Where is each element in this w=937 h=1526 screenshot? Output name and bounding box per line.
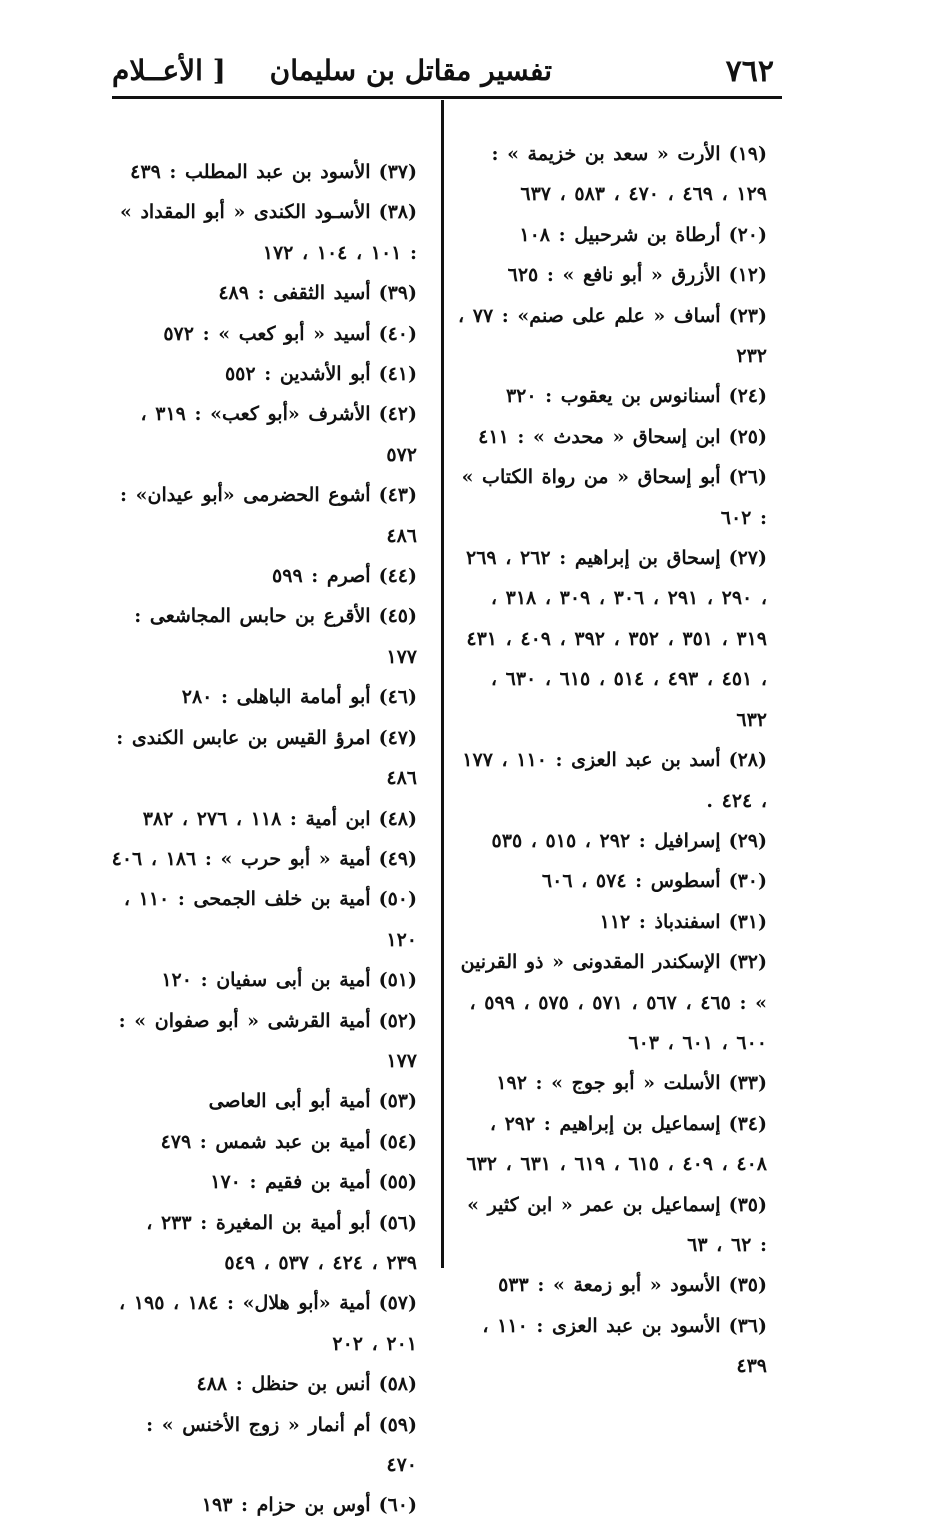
- entry-number: (٥٨): [378, 1373, 417, 1396]
- entry-number: (٥٣): [378, 1090, 417, 1113]
- entry-number: (٤٤): [378, 565, 417, 588]
- entry-number: (٤٦): [378, 686, 417, 709]
- index-entry: [108, 677, 417, 717]
- entry-text: أسطوس : ٥٧٤ ، ٦٠٦: [541, 870, 721, 893]
- entry-number: (٥٩): [378, 1413, 417, 1436]
- entry-text: أمية بن فقيم : ١٧٠: [210, 1171, 371, 1194]
- entry-number: (٢٧): [728, 547, 767, 570]
- entry-number: (٢٥): [728, 425, 767, 448]
- entry-text: أساف « علم على صنم» : ٧٧ ، ٢٣٢: [458, 304, 767, 368]
- entry-text: أصرم : ٥٩٩: [272, 565, 371, 588]
- entry-text: أسنانوس بن يعقوب : ٣٢٠: [505, 385, 721, 408]
- index-entry: [455, 1185, 767, 1266]
- index-entry: [108, 475, 417, 556]
- entry-text: أم أنمار « زوج الأخنس » : ٤٧٠: [146, 1413, 417, 1476]
- index-entry: [455, 942, 767, 1063]
- index-entry: [108, 192, 417, 273]
- entry-text: إسرافيل : ٢٩٢ ، ٥١٥ ، ٥٣٥: [491, 829, 721, 852]
- entry-text: الأرت « سعد بن خزيمة » : ١٢٩ ، ٤٦٩ ، ٤٧٠ ، ٥٨٣ ، ٦٣٧: [491, 143, 767, 206]
- entry-text: الأسود بن عبد العزى : ١١٠ ، ٤٣٩: [482, 1314, 767, 1378]
- index-entry: [108, 839, 417, 879]
- right-column: [455, 134, 767, 1387]
- index-entry: [108, 556, 417, 596]
- entry-number: (٢٠): [728, 223, 767, 246]
- index-entry: [108, 1081, 417, 1121]
- entry-text: الأسود « أبو زمعة » : ٥٣٣: [498, 1274, 721, 1297]
- entry-text: ابن إسحاق « محدث » : ٤١١: [478, 425, 721, 448]
- entry-number: (٣٢): [728, 951, 767, 974]
- index-entry: [455, 1104, 767, 1185]
- entry-number: (٣٤): [728, 1112, 767, 1135]
- entry-number: (٢٦): [728, 466, 767, 489]
- index-entry: [108, 1162, 417, 1202]
- entry-text: أبو أمامة الباهلى : ٢٨٠: [181, 686, 371, 709]
- index-entry: [455, 417, 767, 457]
- index-entry: [108, 394, 417, 475]
- entry-text: ابن أمية : ١١٨ ، ٢٧٦ ، ٣٨٢: [142, 807, 371, 830]
- index-entry: [108, 354, 417, 394]
- entry-text: أبو الأشدين : ٥٥٢: [224, 363, 371, 386]
- entry-number: (٥٤): [378, 1130, 417, 1153]
- index-entry: [108, 1485, 417, 1525]
- index-entry: [455, 255, 767, 295]
- entry-number: (٥٢): [378, 1009, 417, 1032]
- entry-text: أمية «أبو هلال» : ١٨٤ ، ١٩٥ ، ٢٠١ ، ٢٠٢: [119, 1292, 417, 1355]
- entry-text: أشوع الحضرمى «أبو عيدان» : ٤٨٦: [120, 484, 417, 547]
- index-entry: [455, 296, 767, 377]
- entry-text: الأزرق « أبو نافع » : ٦٢٥: [507, 264, 721, 287]
- index-entry: [455, 215, 767, 255]
- entry-number: (٤٨): [378, 807, 417, 830]
- entry-number: (٢٩): [728, 829, 767, 852]
- entry-text: أسيد « أبو كعب » : ٥٧٢: [163, 322, 371, 345]
- entry-number: (٥٠): [378, 888, 417, 911]
- entry-text: أوس بن حزام : ١٩٣: [201, 1494, 371, 1517]
- page-number: ٧٦٢: [725, 54, 774, 89]
- entry-number: (٤٣): [378, 484, 417, 507]
- entry-text: أمية بن أبى سفيان : ١٢٠: [161, 969, 371, 992]
- column-divider: [441, 100, 444, 1268]
- index-entry: [108, 879, 417, 960]
- index-entry: [108, 152, 417, 192]
- entry-number: (٣٧): [378, 161, 417, 183]
- index-entry: [108, 314, 417, 354]
- index-entry: [108, 1364, 417, 1404]
- book-title: تفسير مقاتل بن سليمان: [269, 54, 552, 87]
- index-entry: [108, 1283, 417, 1364]
- left-column: [108, 152, 417, 1526]
- index-entry: [455, 902, 767, 942]
- entry-text: الأسـود الكندى « أبو المقداد » : ١٠١ ، ١٠٤ ، ١٧٢: [119, 201, 417, 264]
- entry-text: الأسود بن عبد المطلب : ٤٣٩: [130, 161, 371, 183]
- entry-number: (٣٨): [378, 201, 417, 224]
- index-entry: [455, 821, 767, 861]
- entry-text: أمية القرشى « أبو صفوان » : ١٧٧: [118, 1009, 417, 1072]
- entry-number: (٣٥): [728, 1193, 767, 1216]
- index-entry: [108, 1203, 417, 1284]
- entry-text: الأقرع بن حابس المجاشعى : ١٧٧: [134, 605, 417, 668]
- entry-text: أسد بن عبد العزى : ١١٠ ، ١٧٧ ، ٤٢٤ .: [462, 749, 767, 812]
- index-entry: [455, 457, 767, 538]
- index-entry: [455, 134, 767, 215]
- entry-number: (٤٧): [378, 726, 417, 749]
- index-entry: [108, 596, 417, 677]
- entry-number: (١٩): [728, 143, 767, 165]
- header-rule: [112, 96, 782, 99]
- entry-number: (١٢): [728, 264, 767, 287]
- entry-number: (٢٨): [728, 749, 767, 772]
- entry-number: (٣١): [728, 910, 767, 933]
- index-entry: [455, 1306, 767, 1387]
- page-header: [112, 48, 782, 100]
- index-entry: [455, 538, 767, 740]
- index-entry: [108, 799, 417, 839]
- entry-number: (٤٢): [378, 403, 417, 426]
- index-entry: [108, 273, 417, 313]
- index-entry: [108, 1405, 417, 1486]
- entry-text: أرطاة بن شرحبيل : ١٠٨: [519, 223, 721, 246]
- entry-text: أبو إسحاق « من رواة الكتاب » : ٦٠٢: [461, 466, 767, 529]
- entry-number: (٢٣): [728, 304, 767, 327]
- index-entry: [108, 718, 417, 799]
- entry-number: (٥١): [378, 969, 417, 992]
- entry-text: اسفندباذ : ١١٢: [599, 910, 721, 933]
- index-entry: [108, 1001, 417, 1082]
- entry-text: الأشرف «أبو كعب» : ٣١٩ ، ٥٧٢: [140, 403, 417, 466]
- entry-number: (٣٣): [728, 1072, 767, 1095]
- entry-number: (٣٥): [728, 1274, 767, 1297]
- entry-text: إسماعيل بن إبراهيم : ٢٩٢ ، ٤٠٨ ، ٤٠٩ ، ٦١٥ ، ٦١٩ ، ٦٣١ ، ٦٣٢: [466, 1112, 767, 1176]
- entry-text: أمية بن عبد شمس : ٤٧٩: [160, 1130, 371, 1153]
- entry-text: أمية بن خلف الجمحى : ١١٠ ، ١٢٠: [123, 888, 417, 951]
- index-entry: [455, 861, 767, 901]
- entry-number: (٤٥): [378, 605, 417, 628]
- entry-text: أنس بن حنظل : ٤٨٨: [196, 1373, 371, 1396]
- entry-number: (٥٦): [378, 1211, 417, 1234]
- index-entry: [455, 376, 767, 416]
- entry-text: أمية أبو أبى العاصى: [208, 1090, 371, 1113]
- entry-number: (٤١): [378, 363, 417, 386]
- entry-text: أمية « أبو حرب » : ١٨٦ ، ٤٠٦: [111, 847, 371, 870]
- entry-number: (٤٩): [378, 847, 417, 870]
- entry-number: (٤٠): [378, 322, 417, 345]
- entry-number: (٣٦): [728, 1314, 767, 1337]
- entry-text: الأسلت « أبو جوج » : ١٩٢: [496, 1072, 721, 1095]
- entry-text: أبو أمية بن المغيرة : ٢٣٣ ، ٢٣٩ ، ٤٢٤ ، ٥٣٧ ، ٥٤٩: [146, 1211, 417, 1274]
- index-entry: [455, 1063, 767, 1103]
- entry-text: إسماعيل بن عمر « ابن كثير » : ٦٢ ، ٦٣: [467, 1193, 767, 1256]
- entry-number: (٥٥): [378, 1171, 417, 1194]
- entry-number: (٣٩): [378, 282, 417, 305]
- index-entry: [108, 960, 417, 1000]
- index-entry: [455, 740, 767, 821]
- entry-text: امرؤ القيس بن عابس الكندى : ٤٨٦: [116, 726, 417, 790]
- entry-text: الإسكندر المقدونى « ذو القرنين » : ٤٦٥ ، ٥٦٧ ، ٥٧١ ، ٥٧٥ ، ٥٩٩ ، ٦٠٠ ، ٦٠١ ، ٦٠٣: [460, 951, 767, 1054]
- entry-number: (٣٠): [728, 870, 767, 893]
- entry-number: (٥٧): [378, 1292, 417, 1315]
- entry-number: (٦٠): [378, 1494, 417, 1517]
- index-entry: [108, 1122, 417, 1162]
- entry-number: (٢٤): [728, 385, 767, 408]
- section-title: [ الأعــلام: [112, 54, 226, 87]
- entry-text: إسحاق بن إبراهيم : ٢٦٢ ، ٢٦٩ ، ٢٩٠ ، ٢٩١ ، ٣٠٦ ، ٣٠٩ ، ٣١٨ ، ٣١٩ ، ٣٥١ ، ٣٥٢ ، ٣٩٢ ، ٤٠٩ ، ٤٣١ ، ٤٥١ ، ٤٩٣ ، ٥١٤ ، ٦١٥ ، ٦٣٠ ، ٦٣٢: [466, 547, 767, 731]
- entry-text: أسيد الثقفى : ٤٨٩: [218, 282, 371, 305]
- index-entry: [455, 1265, 767, 1305]
